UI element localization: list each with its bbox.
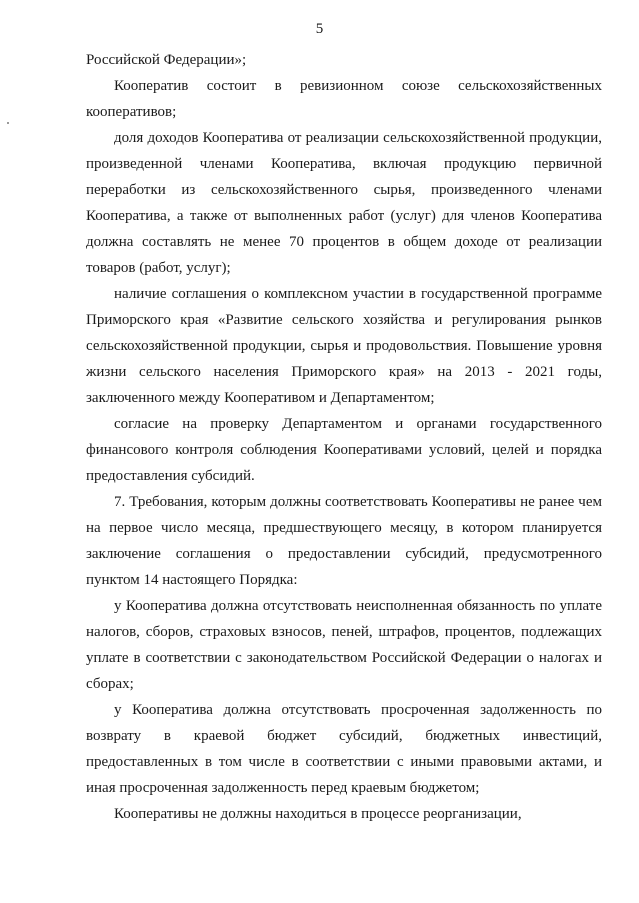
paragraph-continuation: Российской Федерации»; — [86, 52, 247, 68]
paragraph-inspection-consent: согласие на проверку Департаментом и органами государственного финансового контроля соблюдения Кооперативами условий, целей и порядка предоставления субсидий. — [86, 416, 602, 484]
page-number: 5 — [315, 21, 324, 37]
margin-scan-mark — [7, 122, 9, 124]
paragraph-program-agreement: наличие соглашения о комплексном участии в государственной программе Приморского края «Развитие сельского хозяйства и регулирования рынков сельскохозяйственной продукции, сырья и продовольствия. Повышение уровня жизни сельского населения Приморского края» на 2013 - 2021 годы, заключенного между Кооперативом и Департаментом; — [86, 286, 602, 406]
document-body — [86, 47, 602, 827]
paragraph-audit-union: Кооператив состоит в ревизионном союзе сельскохозяйственных кооперативов; — [86, 78, 602, 120]
paragraph-reorganization: Кооперативы не должны находиться в процессе реорганизации, — [114, 806, 522, 822]
paragraph-overdue-debt: у Кооператива должна отсутствовать просроченная задолженность по возврату в краевой бюджет субсидий, бюджетных инвестиций, предоставленных в том числе в соответствии с иными правовыми актами, и иная просроченная задолженность перед краевым бюджетом; — [86, 702, 602, 796]
paragraph-income-share: доля доходов Кооператива от реализации сельскохозяйственной продукции, произведенной членами Кооператива, включая продукцию первичной переработки из сельскохозяйственного сырья, произведенного членами Кооператива, а также от выполненных работ (услуг) для членов Кооператива должна составлять не менее 70 процентов в общем доходе от реализации товаров (работ, услуг); — [86, 130, 602, 276]
paragraph-tax-obligation: у Кооператива должна отсутствовать неисполненная обязанность по уплате налогов, сборов, страховых взносов, пеней, штрафов, процентов, подлежащих уплате в соответствии с законодательством Российской Федерации о налогах и сборах; — [86, 598, 602, 692]
paragraph-requirements-7: 7. Требования, которым должны соответствовать Кооперативы не ранее чем на первое число месяца, предшествующего месяцу, в котором планируется заключение соглашения о предоставлении субсидий, предусмотренного пунктом 14 настоящего Порядка: — [86, 494, 602, 588]
